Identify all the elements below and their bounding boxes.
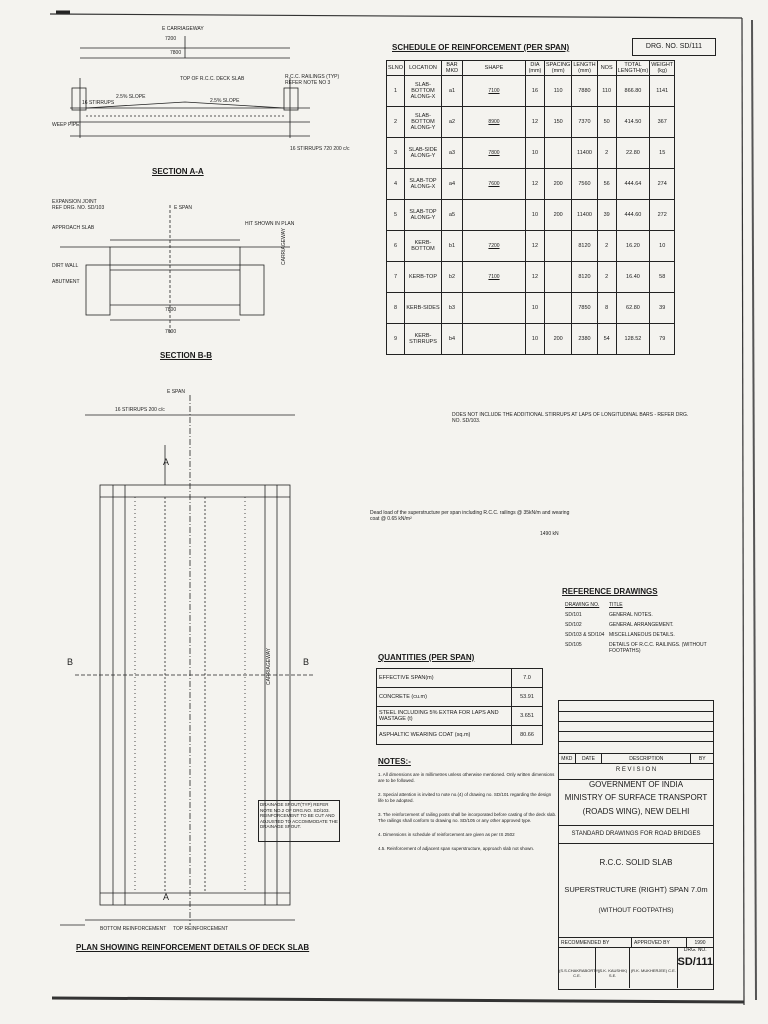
schedule-cell: 11400 (572, 138, 597, 169)
org-line2: MINISTRY OF SURFACE TRANSPORT (564, 793, 708, 802)
svg-text:16 STIRRUPS: 16 STIRRUPS (82, 100, 115, 106)
schedule-cell: 39 (597, 200, 616, 231)
svg-text:16 STIRRUPS 720 200 c/c: 16 STIRRUPS 720 200 c/c (290, 146, 350, 152)
quantity-value: 7.0 (512, 669, 543, 688)
schedule-cell: 8 (597, 293, 616, 324)
schedule-cell: 7100 (462, 262, 525, 293)
schedule-cell: KERB-STIRRUPS (404, 324, 441, 355)
schedule-cell: 8120 (572, 231, 597, 262)
schedule-cell: 3 (387, 138, 405, 169)
drainage-note-box: DRAINAGE SPOUT(TYP) REFER NOTE NO.2 OF DRG.NO. SD/103. REINFORCEMENT TO BE CUT AND ADJUSTED TO ACCOMMODATE THE DRAINAGE SPOUT. (258, 800, 340, 842)
series-label: STANDARD DRAWINGS FOR ROAD BRIDGES (559, 825, 713, 842)
quantity-label: EFFECTIVE SPAN(m) (377, 669, 512, 688)
drawing-title-1: R.C.C. SOLID SLAB (559, 843, 713, 867)
svg-text:B: B (67, 657, 74, 667)
section-aa-drawing (50, 18, 370, 168)
quantity-row (377, 726, 543, 745)
schedule-cell: 22.80 (616, 138, 650, 169)
schedule-cell: 7560 (572, 169, 597, 200)
schedule-cell: SLAB-BOTTOM ALONG-X (404, 76, 441, 107)
reference-row (565, 622, 715, 628)
schedule-cell: SLAB-BOTTOM ALONG-Y (404, 107, 441, 138)
schedule-cell: 16.20 (616, 231, 650, 262)
schedule-cell: 10 (525, 324, 544, 355)
drg-value: SD/111 (677, 956, 713, 968)
schedule-col-header: DIA (mm) (525, 61, 544, 76)
schedule-cell (544, 231, 571, 262)
schedule-cell: 444.64 (616, 169, 650, 200)
svg-text:7800: 7800 (165, 307, 177, 313)
schedule-cell: 2 (387, 107, 405, 138)
schedule-cell: 5 (387, 200, 405, 231)
note-item: 3. The reinforcement of railing posts shall be incorporated before casting of the deck slab. The railings shall conform to drawing no. SD/105 or any other approved type. (378, 812, 557, 823)
reference-title: REFERENCE DRAWINGS (562, 587, 658, 596)
quantity-value: 3.651 (512, 707, 543, 726)
svg-text:REFER NOTE NO 3: REFER NOTE NO 3 (285, 80, 331, 86)
schedule-cell: 367 (650, 107, 675, 138)
schedule-cell: b2 (441, 262, 462, 293)
notes-title: NOTES:- (378, 757, 411, 766)
schedule-cell (544, 262, 571, 293)
reference-header-no: DRAWING NO. (565, 602, 600, 608)
svg-text:CARRIAGEWAY: CARRIAGEWAY (266, 648, 272, 685)
schedule-cell: 272 (650, 200, 675, 231)
schedule-cell: 62.80 (616, 293, 650, 324)
schedule-cell (462, 293, 525, 324)
svg-text:CARRIAGEWAY: CARRIAGEWAY (281, 228, 287, 265)
reference-drawing-no: SD/101 (565, 612, 582, 618)
svg-text:E CARRIAGEWAY: E CARRIAGEWAY (162, 26, 204, 32)
schedule-col-header: NOS (597, 61, 616, 76)
svg-text:WEEP PIPE: WEEP PIPE (52, 122, 80, 128)
schedule-cell: SLAB-TOP ALONG-X (404, 169, 441, 200)
signatory-1: (S.S.CHAKRABORTY) C.E. (559, 948, 596, 988)
approved-by: APPROVED BY (632, 938, 687, 948)
schedule-col-header: SHAPE (462, 61, 525, 76)
schedule-cell: 12 (525, 107, 544, 138)
rev-mkd: MKD (559, 754, 576, 764)
reference-header-title: TITLE (609, 602, 623, 608)
svg-text:EXPANSION JOINT: EXPANSION JOINT (52, 199, 97, 205)
schedule-cell: 7600 (462, 169, 525, 200)
reference-drawing-no: SD/105 (565, 642, 582, 648)
schedule-cell: 2 (597, 138, 616, 169)
schedule-cell: 11400 (572, 200, 597, 231)
drg-number-cell (678, 948, 713, 988)
signatory-2: (S.K. KAUSHIK) S.E. (596, 948, 630, 988)
svg-text:7800: 7800 (170, 50, 182, 56)
svg-text:E SPAN: E SPAN (174, 205, 192, 211)
schedule-cell: 200 (544, 169, 571, 200)
schedule-cell: 7880 (572, 76, 597, 107)
svg-text:B: B (303, 657, 310, 667)
svg-text:ABUTMENT: ABUTMENT (52, 279, 80, 285)
schedule-footnote: DOES NOT INCLUDE THE ADDITIONAL STIRRUPS AT LAPS OF LONGITUDINAL BARS - REFER DRG. NO. SD/103. (452, 412, 689, 424)
svg-text:16 STIRRUPS 200 c/c: 16 STIRRUPS 200 c/c (115, 407, 165, 413)
schedule-cell: 9 (387, 324, 405, 355)
note-item: 2. Special attention is invited to note no.(4) of drawing no. SD/101 regarding the design life to be adopted. (378, 792, 552, 803)
schedule-cell: 7100 (462, 76, 525, 107)
schedule-cell: 56 (597, 169, 616, 200)
schedule-cell (544, 293, 571, 324)
schedule-cell: b3 (441, 293, 462, 324)
schedule-cell: KERB-BOTTOM (404, 231, 441, 262)
schedule-col-header: SLNO (387, 61, 405, 76)
schedule-cell: 200 (544, 200, 571, 231)
quantity-row (377, 707, 543, 726)
schedule-cell: 10 (650, 231, 675, 262)
schedule-cell: 2 (597, 231, 616, 262)
drawing-title-3: (WITHOUT FOOTPATHS) (598, 907, 674, 914)
svg-text:R.C.C. RAILINGS (TYP): R.C.C. RAILINGS (TYP) (285, 74, 340, 80)
schedule-row (387, 169, 675, 200)
schedule-row (387, 76, 675, 107)
org-line1: GOVERNMENT OF INDIA (559, 779, 713, 792)
quantity-label: ASPHALTIC WEARING COAT (sq.m) (377, 726, 512, 745)
svg-text:DIRT WALL: DIRT WALL (52, 263, 79, 269)
schedule-col-header: LOCATION (404, 61, 441, 76)
schedule-cell: 8120 (572, 262, 597, 293)
dead-load-text: Dead load of the superstructure per span including R.C.C. railings @ 35kN/m and wearing coat @ 0.65 kN/m² (370, 510, 570, 522)
svg-text:REF DRG. NO. SD/103: REF DRG. NO. SD/103 (52, 205, 105, 211)
quantity-row (377, 688, 543, 707)
schedule-cell: 8900 (462, 107, 525, 138)
schedule-cell: b4 (441, 324, 462, 355)
schedule-cell: 10 (525, 138, 544, 169)
schedule-cell: 12 (525, 262, 544, 293)
schedule-cell: 414.50 (616, 107, 650, 138)
svg-text:APPROACH SLAB: APPROACH SLAB (52, 225, 95, 231)
schedule-cell: 200 (544, 324, 571, 355)
note-item: 1. All dimensions are in millimetres unless otherwise mentioned. Only written dimensions are to be followed. (378, 772, 555, 783)
schedule-cell: 110 (597, 76, 616, 107)
org-line3: (ROADS WING), NEW DELHI (582, 807, 690, 816)
schedule-cell (462, 200, 525, 231)
schedule-title: SCHEDULE OF REINFORCEMENT (PER SPAN) (392, 43, 570, 52)
svg-text:7200: 7200 (165, 36, 177, 42)
approval-year: 1990 (694, 940, 706, 946)
schedule-cell: 1141 (650, 76, 675, 107)
svg-text:7600: 7600 (165, 329, 177, 335)
reference-drawing-title: GENERAL NOTES. (609, 612, 653, 618)
schedule-col-header: BAR MKD (441, 61, 462, 76)
quantities-table (376, 668, 543, 745)
schedule-table (386, 60, 675, 355)
schedule-cell: 7800 (462, 138, 525, 169)
schedule-cell: 2 (597, 262, 616, 293)
schedule-cell: a4 (441, 169, 462, 200)
quantity-value: 53.91 (512, 688, 543, 707)
recommended-by: RECOMMENDED BY (559, 938, 632, 948)
schedule-cell: a2 (441, 107, 462, 138)
drg-label: DRG. NO. (683, 947, 707, 953)
schedule-row (387, 231, 675, 262)
schedule-cell: a1 (441, 76, 462, 107)
signatory-3: (R.K. MUKHERJEE) C.E. (630, 948, 677, 988)
reference-drawing-title: GENERAL ARRANGEMENT. (609, 622, 674, 628)
schedule-row (387, 293, 675, 324)
schedule-cell: SLAB-SIDE ALONG-Y (404, 138, 441, 169)
schedule-row (387, 107, 675, 138)
schedule-col-header: TOTAL LENGTH(m) (617, 62, 649, 74)
schedule-cell: 274 (650, 169, 675, 200)
quantity-label: CONCRETE (cu.m) (377, 688, 512, 707)
plan-title: PLAN SHOWING REINFORCEMENT DETAILS OF DECK SLAB (76, 943, 310, 952)
schedule-cell: 150 (544, 107, 571, 138)
note-item: 4.5. Reinforcement of adjacent span superstructure, approach slab not shown. (378, 846, 535, 851)
schedule-cell: a5 (441, 200, 462, 231)
schedule-cell: 12 (525, 231, 544, 262)
schedule-row (387, 138, 675, 169)
section-aa-title: SECTION A-A (152, 167, 204, 176)
schedule-col-header: SPACING (mm) (545, 62, 571, 74)
section-bb-title: SECTION B-B (160, 351, 212, 360)
schedule-drg-no: DRG. NO. SD/111 (632, 38, 716, 56)
quantity-row (377, 669, 543, 688)
dead-load-value: 1490 kN (540, 531, 559, 537)
quantities-title: QUANTITIES (PER SPAN) (378, 653, 475, 662)
quantity-value: 80.66 (512, 726, 543, 745)
schedule-cell: 12 (525, 169, 544, 200)
svg-text:TOP REINFORCEMENT: TOP REINFORCEMENT (173, 926, 229, 932)
notes-list (378, 772, 558, 860)
schedule-cell: SLAB-TOP ALONG-Y (404, 200, 441, 231)
schedule-col-header: LENGTH (mm) (573, 62, 596, 74)
schedule-cell: 54 (597, 324, 616, 355)
schedule-cell: 10 (525, 293, 544, 324)
schedule-cell: b1 (441, 231, 462, 262)
rev-by: BY (698, 756, 706, 762)
schedule-row (387, 200, 675, 231)
schedule-cell: 7850 (572, 293, 597, 324)
rev-description: DESCRIPTION (602, 754, 691, 764)
svg-text:A: A (163, 457, 170, 467)
svg-text:A: A (163, 892, 170, 902)
schedule-cell: KERB-SIDES (404, 293, 441, 324)
note-item: 4. Dimensions in schedule of reinforcement are given as per IS 2502 (378, 832, 515, 837)
schedule-row (387, 262, 675, 293)
schedule-cell: 128.52 (616, 324, 650, 355)
schedule-cell: 866.80 (616, 76, 650, 107)
schedule-row (387, 324, 675, 355)
schedule-cell: 7370 (572, 107, 597, 138)
schedule-cell: KERB-TOP (404, 262, 441, 293)
reference-header (565, 602, 715, 608)
schedule-cell: 16.40 (616, 262, 650, 293)
schedule-cell: 79 (650, 324, 675, 355)
schedule-cell: a3 (441, 138, 462, 169)
rev-date: DATE (576, 754, 603, 764)
svg-text:BOTTOM REINFORCEMENT: BOTTOM REINFORCEMENT (100, 926, 167, 932)
plan-drawing (55, 385, 355, 945)
section-bb-drawing (50, 195, 310, 345)
schedule-cell: 110 (544, 76, 571, 107)
svg-text:TOP OF R.C.C. DECK SLAB: TOP OF R.C.C. DECK SLAB (180, 76, 245, 82)
reference-list (565, 602, 715, 654)
quantities-table-wrap (376, 668, 543, 745)
reference-row (565, 632, 715, 638)
schedule-cell: 16 (525, 76, 544, 107)
reference-drawing-title: DETAILS OF R.C.C. RAILINGS. (WITHOUT FOOTPATHS) (609, 642, 707, 654)
svg-text:HIT SHOWN IN PLAN: HIT SHOWN IN PLAN (245, 221, 295, 227)
reference-drawing-title: MISCELLANEOUS DETAILS. (609, 632, 675, 638)
schedule-cell: 58 (650, 262, 675, 293)
reference-drawing-no: SD/102 (565, 622, 582, 628)
quantity-label: STEEL INCLUDING 5% EXTRA FOR LAPS AND WASTAGE (t) (377, 707, 512, 726)
schedule-cell (462, 324, 525, 355)
schedule-cell: 15 (650, 138, 675, 169)
svg-text:E SPAN: E SPAN (167, 389, 185, 395)
schedule-cell: 4 (387, 169, 405, 200)
schedule-cell: 50 (597, 107, 616, 138)
schedule-table-wrap (386, 60, 675, 355)
schedule-cell: 10 (525, 200, 544, 231)
title-block (558, 700, 714, 990)
schedule-col-header: WEIGHT (kg) (651, 62, 674, 74)
revision-label: R E V I S I O N (559, 763, 713, 776)
schedule-cell: 7 (387, 262, 405, 293)
svg-text:2.5% SLOPE: 2.5% SLOPE (210, 98, 240, 104)
revision-grid (559, 701, 713, 753)
reference-drawing-no: SD/103 & SD/104 (565, 632, 605, 638)
schedule-cell: 444.60 (616, 200, 650, 231)
reference-row (565, 612, 715, 618)
signature-row (559, 947, 713, 988)
schedule-cell: 7200 (462, 231, 525, 262)
schedule-cell: 2380 (572, 324, 597, 355)
schedule-cell (544, 138, 571, 169)
schedule-cell: 8 (387, 293, 405, 324)
schedule-cell: 39 (650, 293, 675, 324)
svg-text:2.5% SLOPE: 2.5% SLOPE (116, 94, 146, 100)
schedule-cell: 6 (387, 231, 405, 262)
schedule-header-row (387, 61, 675, 76)
drawing-title-2: SUPERSTRUCTURE (RIGHT) SPAN 7.0m (564, 885, 708, 894)
schedule-cell: 1 (387, 76, 405, 107)
reference-row (565, 642, 715, 654)
